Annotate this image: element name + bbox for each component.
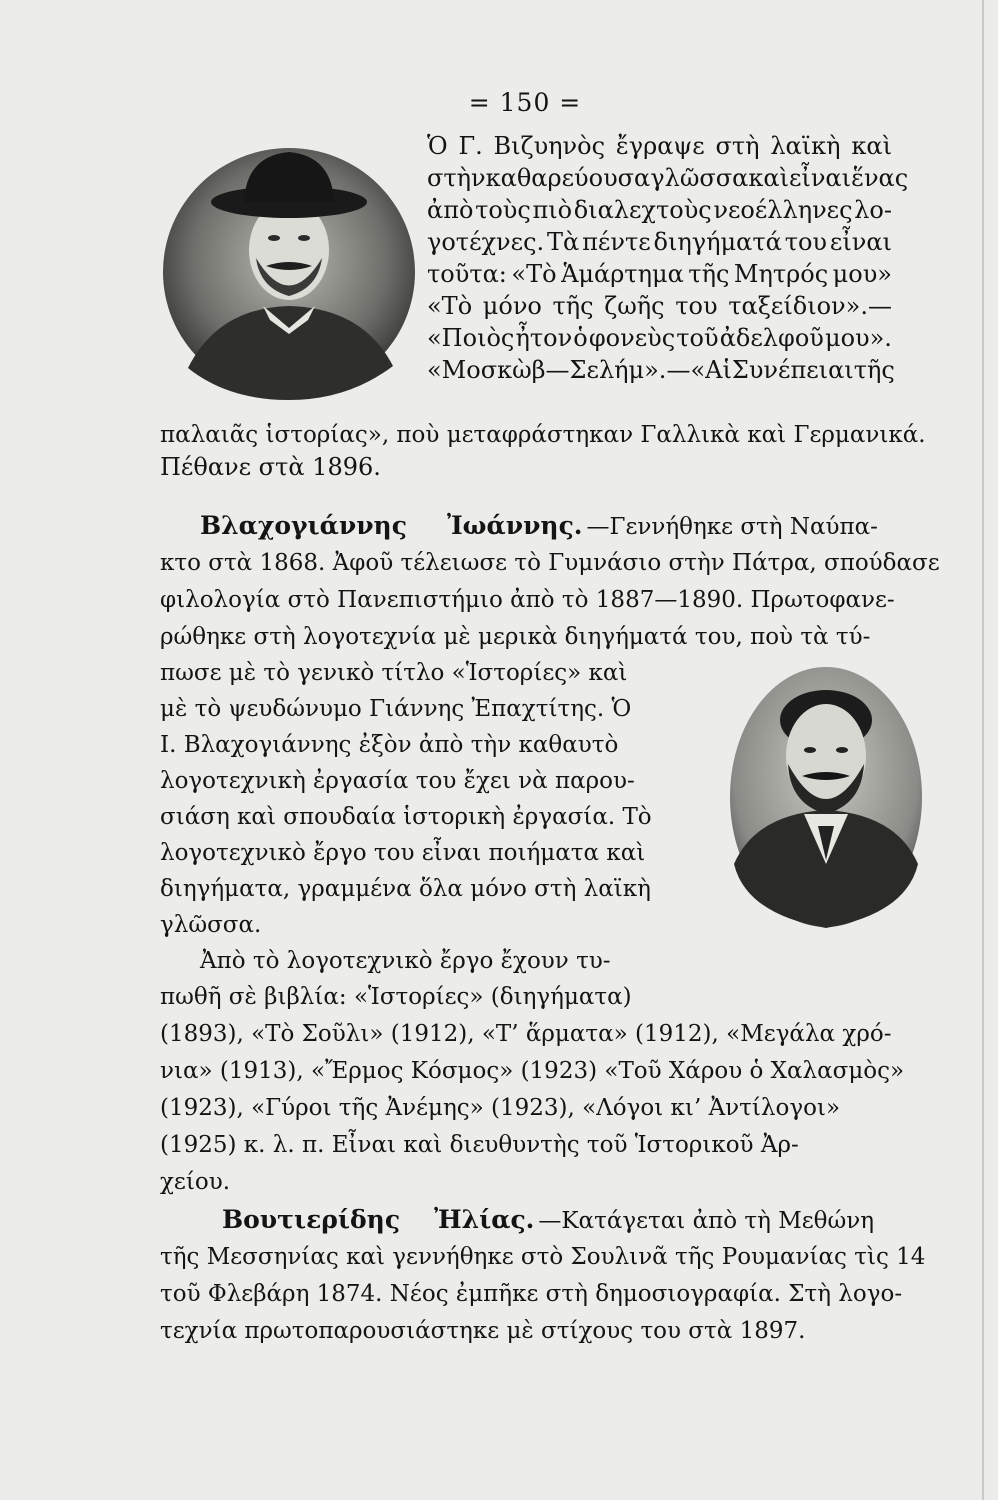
vlachogiannis-line-18: (1925) κ. λ. π. Εἶναι καὶ διευθυντὴς τοῦ Ἱστορικοῦ Ἀρ- [160, 1132, 799, 1158]
vlachogiannis-line-2: κτο στὰ 1868. Ἀφοῦ τέλειωσε τὸ Γυμνάσιο στὴν Πάτρα, σπούδασε [160, 550, 940, 576]
vlachogiannis-line-3: φιλολογία στὸ Πανεπιστήμιο ἀπὸ τὸ 1887—1890. Πρωτοφανε- [160, 587, 895, 613]
vizyinos-line-8: «Μοσκὼβ—Σελήμ».—«Αἱ Συνέπειαι τῆς [427, 356, 895, 384]
vizyinos-line-6: «Τὸ μόνο τῆς ζωῆς του ταξείδιον».— [427, 292, 892, 320]
vlachogiannis-firstname: Ἰωάννης. [446, 511, 583, 540]
vlachogiannis-line-14: πωθῆ σὲ βιβλία: «Ἱστορίες» (διηγήματα) [160, 984, 632, 1010]
vlachogiannis-line-5: πωσε μὲ τὸ γενικὸ τίτλο «Ἱστορίες» καὶ [160, 660, 628, 686]
portrait-vlachogiannis [726, 664, 926, 930]
vizyinos-line-9: παλαιᾶς ἱστορίας», ποὺ μεταφράστηκαν Γαλλικὰ καὶ Γερμανικά. [160, 422, 926, 448]
vizyinos-line-2: στὴν καθαρεύουσα γλῶσσα καὶ εἶναι ἕνας [427, 164, 909, 192]
vlachogiannis-line-19: χείου. [160, 1169, 231, 1195]
vlachogiannis-line-1: —Γεννήθηκε στὴ Ναύπα- [586, 514, 878, 540]
vlachogiannis-line-15: (1893), «Τὸ Σοῦλι» (1912), «Τ’ ἅρματα» (1912), «Μεγάλα χρό- [160, 1021, 892, 1047]
vizyinos-line-10: Πέθανε στὰ 1896. [160, 453, 381, 481]
portrait-vizyinos [158, 138, 420, 400]
page-edge [982, 0, 984, 1500]
vlachogiannis-line-11: διηγήματα, γραμμένα ὅλα μόνο στὴ λαϊκὴ [160, 876, 651, 902]
voutieridis-firstname: Ἠλίας. [434, 1205, 535, 1234]
vlachogiannis-surname: Βλαχογιάννης [200, 511, 407, 540]
vlachogiannis-line-9: σιάση καὶ σπουδαία ἱστορικὴ ἐργασία. Τὸ [160, 804, 652, 830]
vlachogiannis-line-16: νια» (1913), «Ἔρμος Κόσμος» (1923) «Τοῦ Χάρου ὁ Χαλασμὸς» [160, 1058, 905, 1084]
voutieridis-line-1: —Κατάγεται ἀπὸ τὴ Μεθώνη [538, 1208, 875, 1234]
vizyinos-line-7: «Ποιὸς ἦτον ὁ φονεὺς τοῦ ἀδελφοῦ μου». [427, 324, 892, 352]
voutieridis-line-3: τοῦ Φλεβάρη 1874. Νέος ἐμπῆκε στὴ δημοσιογραφία. Στὴ λογο- [160, 1281, 903, 1307]
voutieridis-line-4: τεχνία πρωτοπαρουσιάστηκε μὲ στίχους του στὰ 1897. [160, 1318, 806, 1344]
vlachogiannis-line-13: Ἀπὸ τὸ λογοτεχνικὸ ἔργο ἔχουν τυ- [200, 948, 611, 974]
vizyinos-line-4: γοτέχνες. Τὰ πέντε διηγήματά του εἶναι [427, 228, 892, 256]
voutieridis-surname: Βουτιερίδης [222, 1205, 401, 1234]
vlachogiannis-line-8: λογοτεχνικὴ ἐργασία του ἔχει νὰ παρου- [160, 768, 635, 794]
vizyinos-line-1: Ὁ Γ. Βιζυηνὸς ἔγραψε στὴ λαϊκὴ καὶ [427, 132, 892, 160]
vlachogiannis-line-4: ρώθηκε στὴ λογοτεχνία μὲ μερικὰ διηγήματά του, ποὺ τὰ τύ- [160, 624, 871, 650]
vizyinos-line-5: τοῦτα: «Τὸ Ἁμάρτημα τῆς Μητρός μου» [427, 260, 892, 288]
vizyinos-line-3: ἀπὸ τοὺς πιὸ διαλεχτοὺς νεοέλληνες λο- [427, 196, 892, 224]
vlachogiannis-line-7: Ι. Βλαχογιάννης ἐξὸν ἀπὸ τὴν καθαυτὸ [160, 732, 619, 758]
vlachogiannis-heading [200, 511, 892, 542]
vlachogiannis-line-17: (1923), «Γύροι τῆς Ἀνέμης» (1923), «Λόγοι κι’ Ἀντίλογοι» [160, 1095, 841, 1121]
page-number: = 150 = [468, 88, 582, 117]
vlachogiannis-line-10: λογοτεχνικὸ ἔργο του εἶναι ποιήματα καὶ [160, 840, 646, 866]
voutieridis-heading [222, 1205, 922, 1236]
voutieridis-line-2: τῆς Μεσσηνίας καὶ γεννήθηκε στὸ Σουλινᾶ τῆς Ρουμανίας τὶς 14 [160, 1244, 926, 1270]
vlachogiannis-line-6: μὲ τὸ ψευδώνυμο Γιάννης Ἐπαχτίτης. Ὁ [160, 696, 632, 722]
vlachogiannis-line-12: γλῶσσα. [160, 912, 262, 938]
